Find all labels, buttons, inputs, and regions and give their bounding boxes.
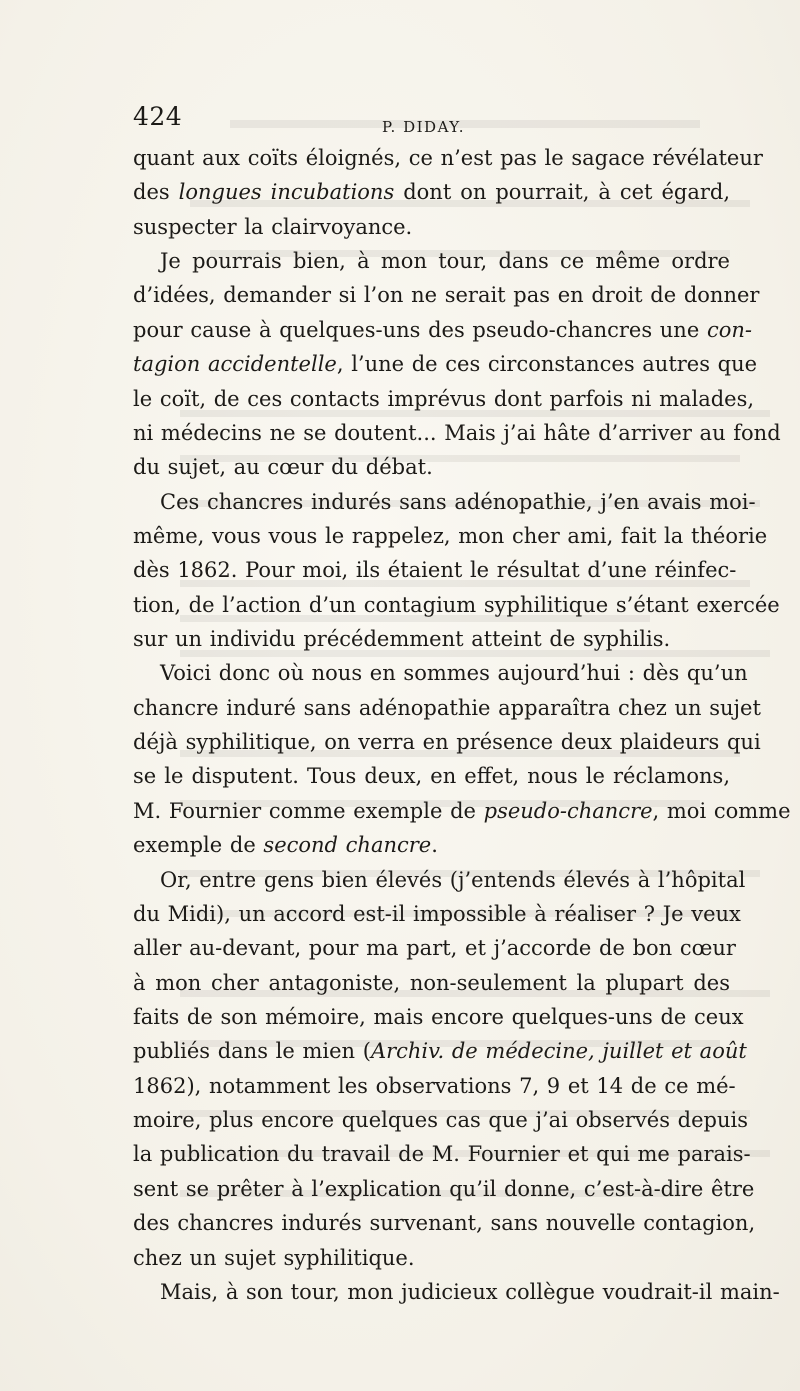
text-line bbox=[133, 519, 768, 553]
text-line bbox=[133, 1034, 747, 1068]
italic-text: second chancre bbox=[263, 833, 432, 858]
italic-text: tagion accidentelle bbox=[133, 352, 337, 377]
text-line bbox=[133, 794, 791, 828]
text-segment: tion, de l’action d’un contagium syphilitique s’étant exercée bbox=[133, 592, 780, 617]
text-line bbox=[133, 1275, 780, 1309]
text-line bbox=[133, 656, 748, 690]
text-segment: 1862), notamment les observations 7, 9 et 14 de ce mé- bbox=[133, 1073, 736, 1098]
text-segment: dès 1862. Pour moi, ils étaient le résultat d’une réinfec- bbox=[133, 558, 737, 583]
text-segment: même, vous vous le rappelez, mon cher ami, fait la théorie bbox=[133, 523, 768, 548]
text-segment: se le disputent. Tous deux, en effet, nous le réclamons, bbox=[133, 764, 730, 789]
text-line bbox=[133, 966, 730, 1000]
text-line bbox=[133, 931, 736, 965]
text-segment: M. Fournier comme exemple de bbox=[133, 798, 484, 823]
text-segment: Ces chancres indurés sans adénopathie, j’en avais moi- bbox=[160, 489, 756, 514]
text-segment: exemple de bbox=[133, 833, 264, 858]
text-segment: , moi comme bbox=[652, 798, 791, 823]
text-line bbox=[133, 759, 730, 793]
text-segment: chancre induré sans adénopathie apparaîtra chez un sujet bbox=[133, 695, 761, 720]
text-line bbox=[133, 175, 730, 209]
text-segment: ni médecins ne se doutent... Mais j’ai hâte d’arriver au fond bbox=[133, 420, 781, 445]
text-segment: des chancres indurés survenant, sans nouvelle contagion, bbox=[133, 1211, 756, 1236]
text-segment: d’idées, demander si l’on ne serait pas en droit de donner bbox=[133, 283, 760, 308]
text-segment: . bbox=[431, 833, 438, 858]
text-segment: moire, plus encore quelques cas que j’ai observés depuis bbox=[133, 1108, 748, 1133]
text-line bbox=[133, 210, 730, 244]
text-line bbox=[133, 278, 760, 312]
text-line bbox=[133, 485, 756, 519]
text-segment: des bbox=[133, 180, 179, 205]
text-segment: faits de son mémoire, mais encore quelques-uns de ceux bbox=[133, 1004, 744, 1029]
text-line bbox=[133, 1000, 744, 1034]
text-segment: la publication du travail de M. Fournier et qui me parais- bbox=[133, 1142, 751, 1167]
text-line bbox=[133, 897, 741, 931]
text-segment: Voici donc où nous en sommes aujourd’hui : dès qu’un bbox=[160, 661, 748, 686]
text-line bbox=[133, 1206, 756, 1240]
text-segment: dont on pourrait, à cet égard, bbox=[394, 180, 730, 205]
text-line bbox=[133, 141, 763, 175]
text-segment: Je pourrais bien, à mon tour, dans ce même ordre bbox=[160, 249, 730, 274]
body-text bbox=[133, 141, 791, 1309]
italic-text: con- bbox=[706, 317, 752, 342]
text-line bbox=[133, 1172, 755, 1206]
text-line bbox=[133, 553, 737, 587]
text-line bbox=[133, 313, 752, 347]
text-segment: sur un individu précédemment atteint de syphilis. bbox=[133, 627, 671, 652]
text-line bbox=[133, 450, 730, 484]
text-segment: Or, entre gens bien élevés (j’entends élevés à l’hôpital bbox=[160, 867, 746, 892]
text-segment: déjà syphilitique, on verra en présence deux plaideurs qui bbox=[133, 730, 761, 755]
text-line bbox=[133, 1103, 748, 1137]
text-segment: publiés dans le mien ( bbox=[133, 1039, 371, 1064]
text-segment: suspecter la clairvoyance. bbox=[133, 214, 413, 239]
text-line bbox=[133, 347, 758, 381]
italic-text: pseudo-chancre bbox=[483, 798, 653, 823]
text-segment: sent se prêter à l’explication qu’il donne, c’est-à-dire être bbox=[133, 1176, 755, 1201]
text-line bbox=[133, 382, 755, 416]
text-segment: , l’une de ces circonstances autres que bbox=[336, 352, 758, 377]
text-segment: aller au-devant, pour ma part, et j’accorde de bon cœur bbox=[133, 936, 736, 961]
text-line bbox=[133, 863, 746, 897]
text-line bbox=[133, 416, 781, 450]
text-segment: à mon cher antagoniste, non-seulement la plupart des bbox=[133, 970, 730, 995]
text-segment: le coït, de ces contacts imprévus dont parfois ni malades, bbox=[133, 386, 755, 411]
text-segment: du sujet, au cœur du débat. bbox=[133, 455, 433, 480]
text-line bbox=[133, 622, 730, 656]
italic-text: Archiv. de médecine, juillet et août bbox=[370, 1039, 747, 1064]
text-line bbox=[133, 1137, 751, 1171]
text-segment: du Midi), un accord est-il impossible à réaliser ? Je veux bbox=[133, 901, 741, 926]
text-segment: chez un sujet syphilitique. bbox=[133, 1245, 415, 1270]
text-line bbox=[133, 244, 730, 278]
text-line bbox=[133, 725, 761, 759]
running-head: P. DIDAY. bbox=[382, 118, 466, 136]
text-line bbox=[133, 1241, 730, 1275]
text-line bbox=[133, 588, 780, 622]
page-header bbox=[133, 102, 730, 142]
text-segment: pour cause à quelques-uns des pseudo-chancres une bbox=[133, 317, 707, 342]
text-line bbox=[133, 691, 761, 725]
italic-text: longues incubations bbox=[178, 180, 395, 205]
text-line bbox=[133, 1069, 736, 1103]
text-segment: Mais, à son tour, mon judicieux collègue voudrait-il main- bbox=[160, 1279, 780, 1304]
page-number: 424 bbox=[133, 102, 183, 131]
text-line bbox=[133, 828, 730, 862]
text-segment: quant aux coïts éloignés, ce n’est pas le sagace révélateur bbox=[133, 146, 763, 170]
